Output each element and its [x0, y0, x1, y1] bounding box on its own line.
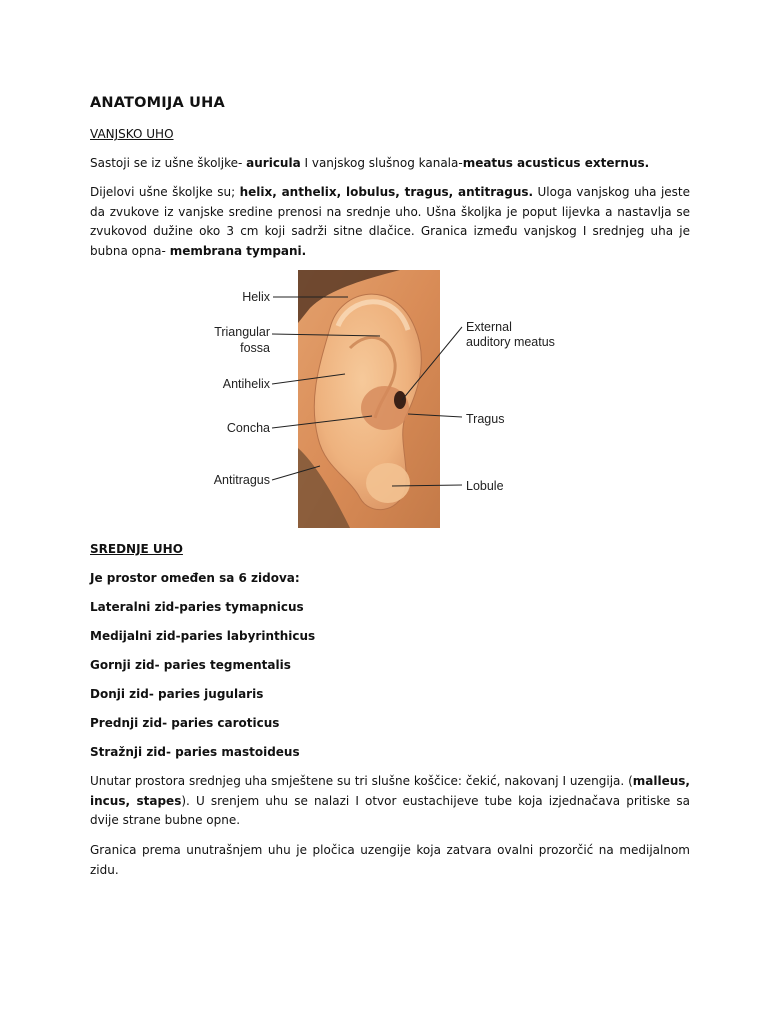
middle-ear-intro: Je prostor omeđen sa 6 zidova:	[90, 571, 300, 585]
paragraph-outer-ear-intro	[90, 154, 690, 174]
label-helix: Helix	[242, 290, 270, 304]
label-concha: Concha	[226, 421, 270, 435]
document-title: ANATOMIJA UHA	[90, 95, 225, 111]
bold-term: auricula	[246, 156, 301, 170]
ear-illustration	[200, 268, 570, 530]
wall-item: Lateralni zid-paries tymapnicus	[90, 600, 304, 614]
label-antitragus: Antitragus	[213, 473, 270, 487]
bold-term: helix, anthelix, lobulus, tragus, antitragus.	[239, 185, 534, 199]
label-lobule: Lobule	[466, 479, 504, 493]
label-triangular: Triangular	[214, 325, 270, 339]
bold-term: meatus acusticus externus.	[462, 156, 650, 170]
label-antihelix: Antihelix	[222, 377, 270, 391]
label-tragus: Tragus	[466, 412, 505, 426]
section-heading-middle-ear: SREDNJE UHO	[90, 542, 183, 556]
wall-item: Stražnji zid- paries mastoideus	[90, 745, 300, 759]
wall-item: Donji zid- paries jugularis	[90, 687, 264, 701]
text-run: Sastoji se iz ušne školjke-	[90, 156, 247, 170]
ear-anatomy-figure	[200, 268, 570, 530]
bold-term: malleus, incus, stapes	[90, 774, 690, 808]
paragraph-ossicles	[90, 772, 690, 831]
label-fossa: fossa	[240, 341, 270, 355]
lobule-shape	[366, 463, 410, 503]
text-run: ). U srenjem uhu se nalazi I otvor eustachijeve tube koja izjednačava pritiske sa dvije strane bubne opne.	[90, 793, 690, 827]
bold-term: membrana tympani.	[169, 243, 307, 258]
wall-item: Gornji zid- paries tegmentalis	[90, 658, 291, 672]
wall-item: Prednji zid- paries caroticus	[90, 716, 280, 730]
meatus-opening	[394, 391, 406, 409]
text-run: Uloga vanjskog uha jeste da zvukove iz vanjske sredine prenosi na srednje uho. Ušna školjka je poput lijevka a nastavlja se zvukovod dužine oko 3 cm koji sadrži sitne dlačice. Granica između vanjskog I srednjeg uha je bubna opna-	[90, 185, 690, 258]
paragraph-inner-ear-boundary: Granica prema unutrašnjem uhu je pločica uzengije koja zatvara ovalni prozorčić na medijalnom zidu.	[90, 843, 690, 877]
text-run: Unutar prostora srednjeg uha smještene su tri slušne koščice: čekić, nakovanj I uzengija. (	[90, 774, 633, 788]
text-run: I vanjskog slušnog kanala-	[300, 156, 463, 170]
label-auditory-meatus: auditory meatus	[466, 335, 555, 349]
text-run: Dijelovi ušne školjke su;	[90, 185, 240, 199]
label-external: External	[466, 320, 512, 334]
wall-item: Medijalni zid-paries labyrinthicus	[90, 629, 316, 643]
paragraph-auricle-parts	[90, 183, 690, 261]
section-heading-outer-ear: VANJSKO UHO	[90, 127, 174, 141]
